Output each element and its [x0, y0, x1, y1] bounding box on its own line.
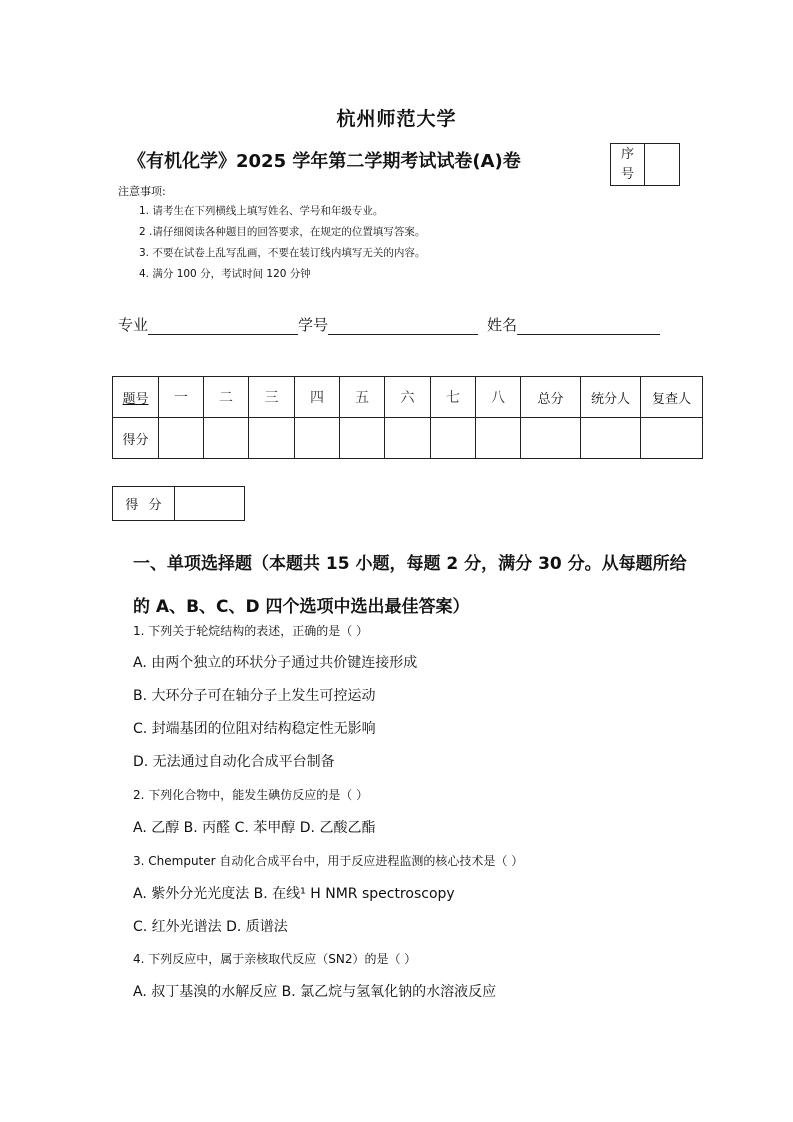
student-info-row — [118, 314, 660, 335]
score-col-header: 七 — [431, 377, 476, 418]
question-option[interactable]: A. 乙醇 B. 丙醛 C. 苯甲醇 D. 乙酸乙酯 — [133, 820, 376, 836]
name-field[interactable] — [517, 318, 660, 335]
question-option[interactable]: C. 封端基团的位阻对结构稳定性无影响 — [133, 721, 376, 737]
exam-title: 《有机化学》2025 学年第二学期考试试卷(A)卷 — [128, 151, 521, 172]
score-cell[interactable] — [641, 418, 703, 459]
score-table-header-row — [113, 377, 703, 418]
question-stem: 3. Chemputer 自动化合成平台中，用于反应进程监测的核心技术是（ ） — [133, 854, 524, 868]
sequence-number-box — [610, 143, 680, 186]
score-col-header: 五 — [340, 377, 385, 418]
major-label: 专业 — [118, 316, 149, 334]
student-id-field[interactable] — [328, 318, 478, 335]
question-stem: 2. 下列化合物中，能发生碘仿反应的是（ ） — [133, 788, 369, 802]
university-name: 杭州师范大学 — [336, 108, 457, 130]
score-col-header: 一 — [159, 377, 204, 418]
score-cell[interactable] — [385, 418, 431, 459]
student-id-label: 学号 — [298, 316, 329, 334]
score-cell[interactable] — [581, 418, 641, 459]
sequence-number-field[interactable] — [645, 144, 679, 185]
question-number-label: 题号 — [113, 377, 159, 418]
section-title: 一、单项选择题（本题共 15 小题，每题 2 分，满分 30 分。从每题所给的 A、B、C、D 四个选项中选出最佳答案） — [133, 554, 687, 617]
score-cell[interactable] — [476, 418, 521, 459]
score-col-header: 六 — [385, 377, 431, 418]
score-cell[interactable] — [249, 418, 295, 459]
score-col-header: 八 — [476, 377, 521, 418]
score-row-label: 得分 — [113, 418, 159, 459]
total-score-header: 总分 — [521, 377, 581, 418]
reviewer-header: 复查人 — [641, 377, 703, 418]
score-cell[interactable] — [431, 418, 476, 459]
notice-item: 3. 不要在试卷上乱写乱画，不要在装订线内填写无关的内容。 — [139, 247, 426, 259]
score-cell[interactable] — [340, 418, 385, 459]
question-stem: 1. 下列关于轮烷结构的表述，正确的是（ ） — [133, 624, 369, 638]
score-cell[interactable] — [521, 418, 581, 459]
score-col-header: 四 — [295, 377, 340, 418]
question-option[interactable]: B. 大环分子可在轴分子上发生可控运动 — [133, 688, 376, 704]
score-table-score-row — [113, 418, 703, 459]
score-table — [112, 376, 703, 459]
score-cell[interactable] — [295, 418, 340, 459]
question-option[interactable]: D. 无法通过自动化合成平台制备 — [133, 754, 335, 770]
question-option[interactable]: A. 紫外分光光度法 B. 在线¹ H NMR spectroscopy — [133, 886, 455, 902]
section-points-label: 得 分 — [113, 487, 175, 520]
sequence-number-label: 序号 — [611, 144, 645, 185]
scorer-header: 统分人 — [581, 377, 641, 418]
section-points-box — [112, 486, 245, 521]
notice-item: 2 .请仔细阅读各种题目的回答要求，在规定的位置填写答案。 — [139, 226, 426, 238]
score-cell[interactable] — [204, 418, 249, 459]
question-option[interactable]: A. 叔丁基溴的水解反应 B. 氯乙烷与氢氧化钠的水溶液反应 — [133, 984, 497, 1000]
notice-heading: 注意事项: — [118, 185, 166, 198]
question-stem: 4. 下列反应中，属于亲核取代反应（SN2）的是（ ） — [133, 952, 417, 966]
notice-list — [139, 203, 425, 287]
question-option[interactable]: A. 由两个独立的环状分子通过共价键连接形成 — [133, 655, 418, 671]
notice-item: 1. 请考生在下列横线上填写姓名、学号和年级专业。 — [139, 205, 384, 217]
score-col-header: 二 — [204, 377, 249, 418]
major-field[interactable] — [148, 318, 298, 335]
section-points-field[interactable] — [175, 487, 244, 520]
name-label: 姓名 — [487, 316, 518, 334]
score-cell[interactable] — [159, 418, 204, 459]
score-col-header: 三 — [249, 377, 295, 418]
notice-item: 4. 满分 100 分，考试时间 120 分钟 — [139, 268, 311, 280]
question-option[interactable]: C. 红外光谱法 D. 质谱法 — [133, 919, 288, 935]
